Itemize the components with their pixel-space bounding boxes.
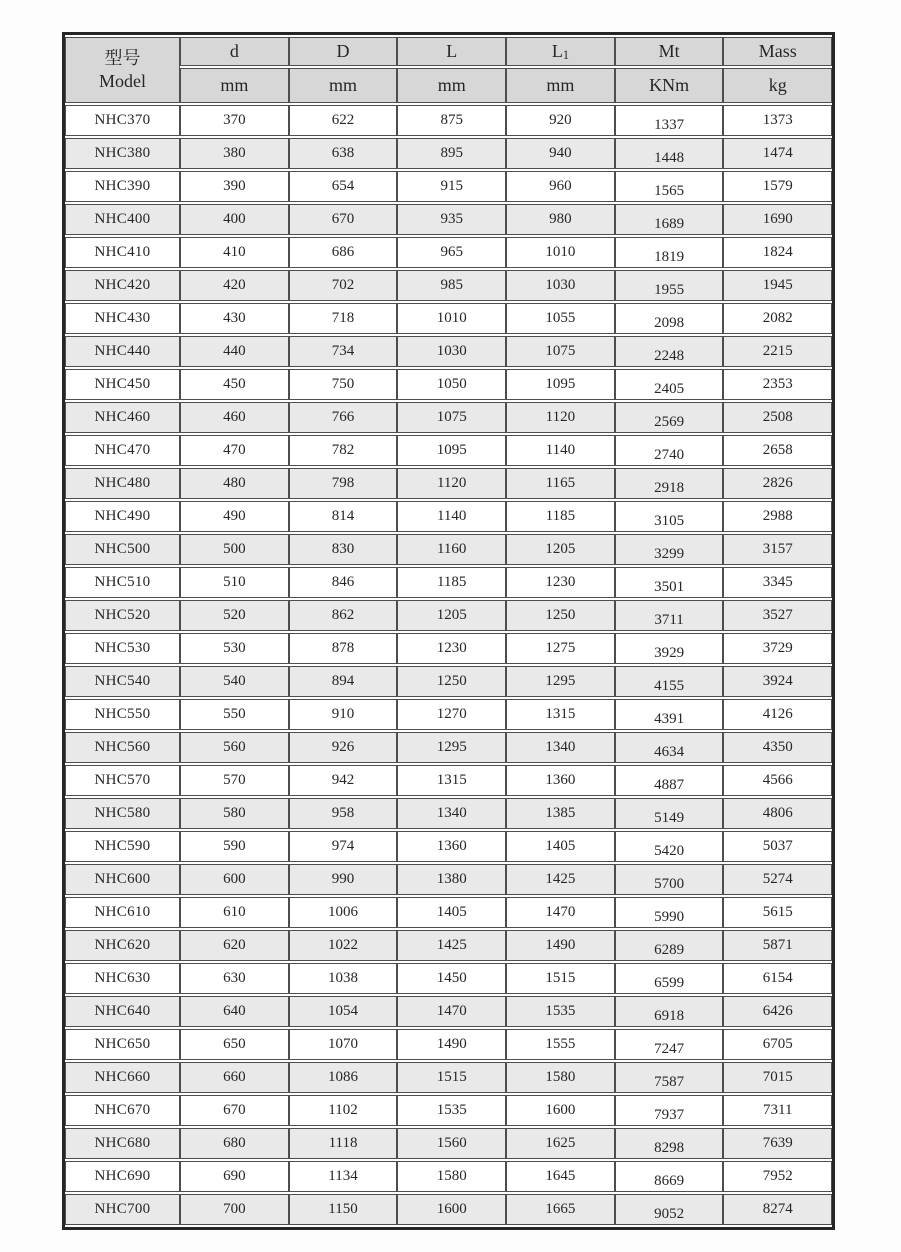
- l-cell: 1450: [397, 963, 506, 994]
- model-cell: NHC570: [65, 765, 180, 796]
- l-cell: 1205: [397, 600, 506, 631]
- unit-header-d: mm: [289, 68, 398, 103]
- l-cell: 1185: [397, 567, 506, 598]
- model-cell: NHC470: [65, 435, 180, 466]
- table-row: [65, 765, 832, 796]
- d-cell: 680: [180, 1128, 289, 1159]
- mass-cell: 2508: [723, 402, 832, 433]
- d-cell: 370: [180, 105, 289, 136]
- table-row: [65, 600, 832, 631]
- model-cell: NHC660: [65, 1062, 180, 1093]
- d-cell: 974: [289, 831, 398, 862]
- l-cell: 1120: [397, 468, 506, 499]
- l1-cell: 1095: [506, 369, 615, 400]
- model-cell: NHC620: [65, 930, 180, 961]
- mass-cell: 4566: [723, 765, 832, 796]
- d-cell: 926: [289, 732, 398, 763]
- mass-cell: 6705: [723, 1029, 832, 1060]
- column-label: L: [446, 41, 458, 61]
- model-cell: NHC540: [65, 666, 180, 697]
- mass-cell: 2658: [723, 435, 832, 466]
- mass-cell: 4126: [723, 699, 832, 730]
- l1-cell: 1010: [506, 237, 615, 268]
- l1-cell: 1645: [506, 1161, 615, 1192]
- mt-cell: 8669: [615, 1161, 724, 1192]
- l1-cell: 1120: [506, 402, 615, 433]
- mass-cell: 7952: [723, 1161, 832, 1192]
- l1-cell: 1340: [506, 732, 615, 763]
- mass-cell: 2826: [723, 468, 832, 499]
- mt-cell: 1448: [615, 138, 724, 169]
- l-cell: 1315: [397, 765, 506, 796]
- model-cell: NHC370: [65, 105, 180, 136]
- l-cell: 1425: [397, 930, 506, 961]
- d-cell: 440: [180, 336, 289, 367]
- d-cell: 1022: [289, 930, 398, 961]
- table-row: [65, 1095, 832, 1126]
- l-cell: 1140: [397, 501, 506, 532]
- mt-cell: 4887: [615, 765, 724, 796]
- l-cell: 1580: [397, 1161, 506, 1192]
- l-cell: 1250: [397, 666, 506, 697]
- unit-header-l: mm: [397, 68, 506, 103]
- model-cell: NHC500: [65, 534, 180, 565]
- mass-cell: 1824: [723, 237, 832, 268]
- d-cell: 380: [180, 138, 289, 169]
- l-cell: 875: [397, 105, 506, 136]
- column-header-mt: [615, 37, 724, 66]
- table-row: [65, 699, 832, 730]
- d-cell: 1054: [289, 996, 398, 1027]
- d-cell: 814: [289, 501, 398, 532]
- mt-cell: 7247: [615, 1029, 724, 1060]
- l1-cell: 1600: [506, 1095, 615, 1126]
- d-cell: 878: [289, 633, 398, 664]
- table-row: [65, 1161, 832, 1192]
- l1-cell: 1075: [506, 336, 615, 367]
- mass-cell: 3345: [723, 567, 832, 598]
- d-cell: 490: [180, 501, 289, 532]
- d-cell: 718: [289, 303, 398, 334]
- d-cell: 910: [289, 699, 398, 730]
- l1-cell: 1295: [506, 666, 615, 697]
- table-row: [65, 930, 832, 961]
- mt-cell: 2569: [615, 402, 724, 433]
- d-cell: 700: [180, 1194, 289, 1225]
- d-cell: 846: [289, 567, 398, 598]
- mt-cell: 3711: [615, 600, 724, 631]
- model-cell: NHC550: [65, 699, 180, 730]
- mass-cell: 1945: [723, 270, 832, 301]
- model-cell: NHC390: [65, 171, 180, 202]
- l-cell: 1075: [397, 402, 506, 433]
- l1-cell: 1555: [506, 1029, 615, 1060]
- mass-cell: 5871: [723, 930, 832, 961]
- table-row: [65, 996, 832, 1027]
- l1-cell: 1185: [506, 501, 615, 532]
- table-row: [65, 237, 832, 268]
- d-cell: 580: [180, 798, 289, 829]
- table-header: [65, 37, 832, 103]
- model-cell: NHC450: [65, 369, 180, 400]
- mt-cell: 3299: [615, 534, 724, 565]
- spec-table: [65, 35, 832, 1227]
- d-cell: 600: [180, 864, 289, 895]
- table-row: [65, 204, 832, 235]
- table-row: [65, 798, 832, 829]
- l-cell: 1535: [397, 1095, 506, 1126]
- table-row: [65, 1194, 832, 1225]
- model-cell: NHC520: [65, 600, 180, 631]
- mt-cell: 1565: [615, 171, 724, 202]
- mt-cell: 5149: [615, 798, 724, 829]
- l1-cell: 960: [506, 171, 615, 202]
- l1-cell: 920: [506, 105, 615, 136]
- d-cell: 702: [289, 270, 398, 301]
- d-cell: 550: [180, 699, 289, 730]
- mass-cell: 4350: [723, 732, 832, 763]
- l-cell: 895: [397, 138, 506, 169]
- l1-cell: 1425: [506, 864, 615, 895]
- d-cell: 830: [289, 534, 398, 565]
- l1-cell: 1275: [506, 633, 615, 664]
- l-cell: 1360: [397, 831, 506, 862]
- d-cell: 650: [180, 1029, 289, 1060]
- mt-cell: 5420: [615, 831, 724, 862]
- spec-table-container: [62, 32, 835, 1230]
- model-label-zh: 型号: [104, 47, 141, 68]
- d-cell: 654: [289, 171, 398, 202]
- table-row: [65, 1128, 832, 1159]
- mass-cell: 2988: [723, 501, 832, 532]
- l-cell: 985: [397, 270, 506, 301]
- l-cell: 1560: [397, 1128, 506, 1159]
- l-cell: 1030: [397, 336, 506, 367]
- mt-cell: 2918: [615, 468, 724, 499]
- table-row: [65, 105, 832, 136]
- l1-cell: 1030: [506, 270, 615, 301]
- table-row: [65, 897, 832, 928]
- d-cell: 430: [180, 303, 289, 334]
- mt-cell: 1337: [615, 105, 724, 136]
- mass-cell: 3157: [723, 534, 832, 565]
- model-header-cell: [65, 37, 180, 103]
- column-header-d: [289, 37, 398, 66]
- table-row: [65, 1029, 832, 1060]
- model-cell: NHC690: [65, 1161, 180, 1192]
- column-label: L: [551, 41, 563, 61]
- table-row: [65, 369, 832, 400]
- d-cell: 782: [289, 435, 398, 466]
- mt-cell: 4391: [615, 699, 724, 730]
- model-cell: NHC640: [65, 996, 180, 1027]
- d-cell: 862: [289, 600, 398, 631]
- model-cell: NHC580: [65, 798, 180, 829]
- table-row: [65, 666, 832, 697]
- l-cell: 935: [397, 204, 506, 235]
- l1-cell: 1405: [506, 831, 615, 862]
- model-cell: NHC600: [65, 864, 180, 895]
- model-cell: NHC650: [65, 1029, 180, 1060]
- table-row: [65, 501, 832, 532]
- mass-cell: 8274: [723, 1194, 832, 1225]
- mt-cell: 8298: [615, 1128, 724, 1159]
- mt-cell: 6289: [615, 930, 724, 961]
- table-row: [65, 864, 832, 895]
- column-header-d: [180, 37, 289, 66]
- d-cell: 470: [180, 435, 289, 466]
- mass-cell: 7311: [723, 1095, 832, 1126]
- d-cell: 480: [180, 468, 289, 499]
- mass-cell: 2353: [723, 369, 832, 400]
- column-header-l: [397, 37, 506, 66]
- column-label: d: [229, 41, 239, 61]
- model-cell: NHC590: [65, 831, 180, 862]
- column-label: Mass: [758, 41, 797, 61]
- model-cell: NHC560: [65, 732, 180, 763]
- d-cell: 570: [180, 765, 289, 796]
- table-row: [65, 963, 832, 994]
- d-cell: 510: [180, 567, 289, 598]
- table-row: [65, 831, 832, 862]
- d-cell: 894: [289, 666, 398, 697]
- d-cell: 400: [180, 204, 289, 235]
- d-cell: 990: [289, 864, 398, 895]
- mt-cell: 4155: [615, 666, 724, 697]
- mass-cell: 3924: [723, 666, 832, 697]
- l-cell: 1490: [397, 1029, 506, 1060]
- d-cell: 610: [180, 897, 289, 928]
- mt-cell: 2248: [615, 336, 724, 367]
- mt-cell: 2405: [615, 369, 724, 400]
- mt-cell: 3929: [615, 633, 724, 664]
- d-cell: 640: [180, 996, 289, 1027]
- model-cell: NHC700: [65, 1194, 180, 1225]
- l1-cell: 1140: [506, 435, 615, 466]
- model-cell: NHC460: [65, 402, 180, 433]
- table-row: [65, 633, 832, 664]
- model-cell: NHC510: [65, 567, 180, 598]
- table-row: [65, 567, 832, 598]
- d-cell: 750: [289, 369, 398, 400]
- model-cell: NHC630: [65, 963, 180, 994]
- d-cell: 1070: [289, 1029, 398, 1060]
- model-cell: NHC410: [65, 237, 180, 268]
- d-cell: 500: [180, 534, 289, 565]
- mass-cell: 2082: [723, 303, 832, 334]
- model-cell: NHC670: [65, 1095, 180, 1126]
- l1-cell: 1205: [506, 534, 615, 565]
- column-label: Mt: [658, 41, 680, 61]
- model-cell: NHC430: [65, 303, 180, 334]
- d-cell: 420: [180, 270, 289, 301]
- d-cell: 670: [180, 1095, 289, 1126]
- mt-cell: 5990: [615, 897, 724, 928]
- model-cell: NHC420: [65, 270, 180, 301]
- l1-cell: 1165: [506, 468, 615, 499]
- d-cell: 560: [180, 732, 289, 763]
- table-row: [65, 1062, 832, 1093]
- d-cell: 1150: [289, 1194, 398, 1225]
- l1-cell: 1580: [506, 1062, 615, 1093]
- d-cell: 798: [289, 468, 398, 499]
- d-cell: 690: [180, 1161, 289, 1192]
- d-cell: 530: [180, 633, 289, 664]
- l1-cell: 1315: [506, 699, 615, 730]
- d-cell: 520: [180, 600, 289, 631]
- l-cell: 1340: [397, 798, 506, 829]
- l1-cell: 1490: [506, 930, 615, 961]
- d-cell: 590: [180, 831, 289, 862]
- mass-cell: 7639: [723, 1128, 832, 1159]
- l1-cell: 1360: [506, 765, 615, 796]
- l-cell: 1095: [397, 435, 506, 466]
- mass-cell: 1690: [723, 204, 832, 235]
- d-cell: 1102: [289, 1095, 398, 1126]
- l-cell: 1515: [397, 1062, 506, 1093]
- model-cell: NHC610: [65, 897, 180, 928]
- l-cell: 1010: [397, 303, 506, 334]
- l1-cell: 1055: [506, 303, 615, 334]
- table-row: [65, 171, 832, 202]
- column-label-subscript: 1: [562, 48, 569, 62]
- table-row: [65, 138, 832, 169]
- model-cell: NHC530: [65, 633, 180, 664]
- d-cell: 1038: [289, 963, 398, 994]
- mass-cell: 3527: [723, 600, 832, 631]
- mass-cell: 6426: [723, 996, 832, 1027]
- model-cell: NHC490: [65, 501, 180, 532]
- mass-cell: 1373: [723, 105, 832, 136]
- mass-cell: 2215: [723, 336, 832, 367]
- table-row: [65, 270, 832, 301]
- table-row: [65, 435, 832, 466]
- d-cell: 670: [289, 204, 398, 235]
- unit-header-l1: mm: [506, 68, 615, 103]
- d-cell: 620: [180, 930, 289, 961]
- mt-cell: 7937: [615, 1095, 724, 1126]
- d-cell: 410: [180, 237, 289, 268]
- l-cell: 1600: [397, 1194, 506, 1225]
- mt-cell: 4634: [615, 732, 724, 763]
- l1-cell: 1625: [506, 1128, 615, 1159]
- l-cell: 1160: [397, 534, 506, 565]
- d-cell: 630: [180, 963, 289, 994]
- d-cell: 450: [180, 369, 289, 400]
- l-cell: 1405: [397, 897, 506, 928]
- d-cell: 540: [180, 666, 289, 697]
- table-row: [65, 468, 832, 499]
- mt-cell: 1819: [615, 237, 724, 268]
- column-header-mass: [723, 37, 832, 66]
- l-cell: 1270: [397, 699, 506, 730]
- l-cell: 1295: [397, 732, 506, 763]
- d-cell: 766: [289, 402, 398, 433]
- d-cell: 660: [180, 1062, 289, 1093]
- mt-cell: 9052: [615, 1194, 724, 1225]
- d-cell: 1134: [289, 1161, 398, 1192]
- l-cell: 1380: [397, 864, 506, 895]
- mass-cell: 5037: [723, 831, 832, 862]
- l1-cell: 1385: [506, 798, 615, 829]
- table-row: [65, 732, 832, 763]
- table-body: [65, 105, 832, 1225]
- d-cell: 942: [289, 765, 398, 796]
- model-cell: NHC380: [65, 138, 180, 169]
- table-row: [65, 402, 832, 433]
- table-row: [65, 336, 832, 367]
- d-cell: 958: [289, 798, 398, 829]
- l-cell: 965: [397, 237, 506, 268]
- model-cell: NHC440: [65, 336, 180, 367]
- l1-cell: 1515: [506, 963, 615, 994]
- l-cell: 1230: [397, 633, 506, 664]
- mass-cell: 1474: [723, 138, 832, 169]
- mass-cell: 5615: [723, 897, 832, 928]
- table-row: [65, 534, 832, 565]
- column-label: D: [336, 41, 350, 61]
- model-label-en: Model: [99, 71, 146, 91]
- unit-header-mt: KNm: [615, 68, 724, 103]
- model-cell: NHC480: [65, 468, 180, 499]
- l-cell: 1050: [397, 369, 506, 400]
- l1-cell: 1470: [506, 897, 615, 928]
- d-cell: 1118: [289, 1128, 398, 1159]
- d-cell: 460: [180, 402, 289, 433]
- d-cell: 686: [289, 237, 398, 268]
- mass-cell: 4806: [723, 798, 832, 829]
- l-cell: 915: [397, 171, 506, 202]
- mt-cell: 1689: [615, 204, 724, 235]
- mass-cell: 1579: [723, 171, 832, 202]
- unit-header-d: mm: [180, 68, 289, 103]
- mass-cell: 7015: [723, 1062, 832, 1093]
- table-row: [65, 303, 832, 334]
- l1-cell: 1665: [506, 1194, 615, 1225]
- d-cell: 622: [289, 105, 398, 136]
- l1-cell: 1535: [506, 996, 615, 1027]
- mt-cell: 2740: [615, 435, 724, 466]
- l1-cell: 940: [506, 138, 615, 169]
- mt-cell: 6918: [615, 996, 724, 1027]
- d-cell: 1006: [289, 897, 398, 928]
- mt-cell: 3501: [615, 567, 724, 598]
- model-cell: NHC680: [65, 1128, 180, 1159]
- mt-cell: 1955: [615, 270, 724, 301]
- mt-cell: 2098: [615, 303, 724, 334]
- mass-cell: 3729: [723, 633, 832, 664]
- d-cell: 1086: [289, 1062, 398, 1093]
- unit-header-mass: kg: [723, 68, 832, 103]
- mass-cell: 5274: [723, 864, 832, 895]
- mt-cell: 7587: [615, 1062, 724, 1093]
- column-header-l1: [506, 37, 615, 66]
- l1-cell: 1230: [506, 567, 615, 598]
- d-cell: 390: [180, 171, 289, 202]
- mass-cell: 6154: [723, 963, 832, 994]
- l1-cell: 980: [506, 204, 615, 235]
- l1-cell: 1250: [506, 600, 615, 631]
- mt-cell: 3105: [615, 501, 724, 532]
- d-cell: 734: [289, 336, 398, 367]
- mt-cell: 5700: [615, 864, 724, 895]
- d-cell: 638: [289, 138, 398, 169]
- model-cell: NHC400: [65, 204, 180, 235]
- l-cell: 1470: [397, 996, 506, 1027]
- mt-cell: 6599: [615, 963, 724, 994]
